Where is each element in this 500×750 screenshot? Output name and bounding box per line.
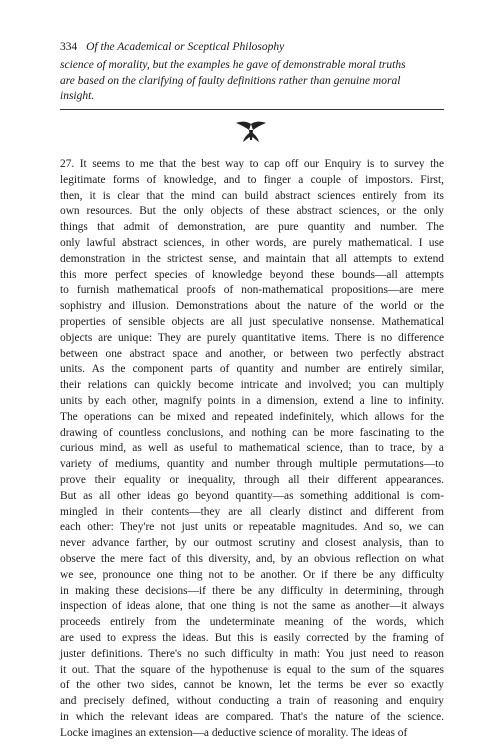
text-line: The operations can be mixed and repeated indefinitely, which allows for the: [60, 410, 444, 423]
text-line: proceeds entirely from the undeterminate meaning of the words, which: [60, 616, 444, 629]
text-line: each other: They're not just units or repeatable magnitudes. And so, we can: [60, 521, 444, 534]
text-line: demonstration in the strictest sense, and maintain that all attempts to extend: [60, 252, 444, 265]
text-line: sophistry and illusion. Demonstrations about the nature of the world or the: [60, 300, 444, 313]
text-line: own resources. But the only objects of these abstract sciences, or the only: [60, 205, 444, 218]
text-line: we see, pronounce one thing not to be another. Or if there be any difficulty: [60, 568, 444, 581]
text-line: Locke imagines an extension—a deductive science of morality. The ideas of: [60, 726, 408, 739]
text-line: to furnish mathematical proofs of non-mathematical propositions—are mere: [60, 284, 444, 297]
text-line: properties of sensible objects are all just speculative nonsense. Mathematical: [60, 315, 444, 328]
text-line: 27. It seems to me that the best way to cap off our Enquiry is to survey the: [60, 158, 444, 170]
text-line: drawing of countless conclusions, and nothing can be more fascinating to the: [60, 426, 444, 439]
text-line: units. As the component parts of quantity and number are entirely similar,: [60, 363, 444, 376]
fleuron-ornament-icon: [233, 120, 269, 144]
text-line: objects are unique: They are purely quantitative items. There is no difference: [60, 331, 444, 344]
note-line: are based on the clarifying of faulty definitions rather than genuine moral: [60, 74, 401, 87]
text-line: observe the mere fact of this diversity, and, by an obvious reflection on what: [60, 552, 444, 565]
main-text: [60, 157, 444, 741]
note-line: science of morality, but the examples he gave of demonstrable moral truths: [60, 59, 406, 71]
footnote-continuation: [60, 58, 440, 105]
text-line: this more perfect species of knowledge beyond these bounds—all attempts: [60, 268, 444, 281]
page-number: 334: [60, 41, 78, 53]
text-line: curious mind, as well as useful to mathematical science, than to trace, by a: [60, 442, 444, 455]
text-line: in making these decisions—if there be any difficulty in determining, through: [60, 584, 444, 597]
text-line: prove their equality or inequality, through all their different appearances.: [60, 473, 444, 486]
text-line: things that admit of demonstration, are pure quantity and number. The: [60, 221, 444, 234]
text-line: legitimate forms of knowledge, and to finger a couple of impostors. First,: [60, 173, 444, 186]
text-line: But as all other ideas go beyond quantity—as something additional is com-: [60, 489, 444, 502]
text-line: then, it is clear that the mind can build abstract sciences entirely from its: [60, 189, 444, 202]
running-title: Of the Academical or Sceptical Philosophy: [86, 41, 285, 53]
text-line: only lawful abstract sciences, in other words, are purely mathematical. I use: [60, 236, 444, 249]
text-line: are used to express the ideas. But this is easily corrected by the framing of: [60, 631, 444, 644]
running-header: [60, 40, 440, 55]
text-line: units by each other, magnify points in a dimension, extend a line to infinity.: [60, 394, 444, 407]
text-line: it out. That the square of the hypothenuse is equal to the sum of the squares: [60, 663, 444, 676]
text-line: never advance farther, by our outmost scrutiny and closest analysis, than to: [60, 537, 444, 550]
text-line: in which the relevant ideas are compared. That's the nature of the science.: [60, 710, 444, 723]
note-line: insight.: [60, 90, 95, 102]
text-line: inspection of ideas alone, that one thing is not the same as another—it always: [60, 600, 444, 613]
text-line: of the other two sides, cannot be known, let the terms be ever so exactly: [60, 679, 444, 692]
text-line: their relations can quickly become intricate and involved; you can multiply: [60, 379, 444, 392]
text-line: and precisely defined, without conducting a train of reasoning and enquiry: [60, 695, 444, 708]
text-line: variety of mediums, quantity and number through multiple permutations—to: [60, 458, 444, 471]
text-line: juster definitions. There's no such difficulty in math: You just need to reason: [60, 647, 444, 660]
text-line: between one abstract space and another, or between two perfectly abstract: [60, 347, 444, 360]
section-divider-rule: [60, 109, 444, 110]
text-line: mingled in their contents—they are all clearly distinct and different from: [60, 505, 444, 518]
